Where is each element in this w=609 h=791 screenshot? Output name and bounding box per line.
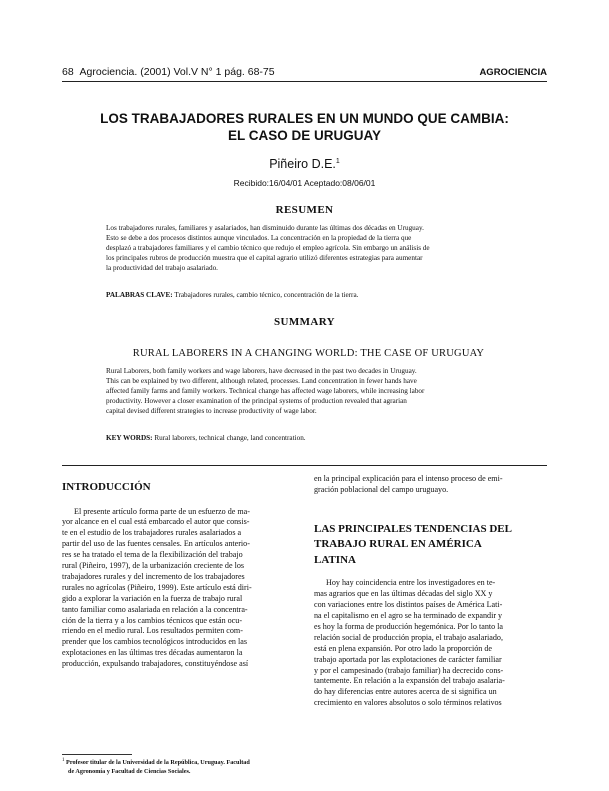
left-column (62, 480, 298, 670)
tendencias-heading-line: LAS PRINCIPALES TENDENCIAS DEL (314, 522, 512, 535)
resumen-body (106, 224, 511, 274)
header-citation (62, 66, 275, 78)
author-line (62, 157, 547, 171)
key-words-label: KEY WORDS: (106, 434, 153, 442)
tendencias-line: con variaciones entre los distintos países de América Lati- (314, 600, 503, 610)
summary-line: This can be explained by two different, although related, processes. Land concentration in fewer hands have (106, 376, 417, 385)
tendencias-heading-line: LATINA (314, 553, 356, 566)
footnote-mark: 1 (62, 758, 65, 763)
tendencias-heading-line: TRABAJO RURAL EN AMÉRICA (314, 538, 482, 551)
article-title (62, 110, 547, 144)
summary-line: affected family farms and family workers. Technical change has affected wage laborers, while increasing labor (106, 386, 425, 395)
intro-cont-line: gración poblacional del campo uruguayo. (314, 484, 449, 494)
resumen-line: los principales rubros de producción muestra que el capital agrario utilizó diferentes estrategias para aumentar (106, 253, 423, 262)
tendencias-heading (314, 522, 547, 569)
intro-line: ción de la tierra y a los cambios técnicos que están ocu- (62, 615, 243, 625)
citation: Agrociencia. (2001) Vol.V N° 1 pág. 68-75 (79, 66, 275, 78)
intro-line: trabajadores rurales y del incremento de los trabajadores (62, 571, 245, 581)
header-rule (62, 81, 547, 82)
author-name: Piñeiro D.E. (269, 157, 336, 171)
resumen-line: Los trabajadores rurales, familiares y asalariados, han disminuido durante las últimas dos décadas en Uruguay. (106, 224, 424, 232)
resumen-line: Esto se debe a dos procesos distintos aunque vinculados. La concentración en la propiedad de la tierra que (106, 233, 412, 242)
footnote-line-2 (62, 768, 302, 777)
palabras-clave-label: PALABRAS CLAVE: (106, 291, 173, 299)
resumen-line: desplazó a trabajadores familiares y el cambio técnico que redujo el empleo agrícola. Sin embargo un análisis de (106, 243, 430, 252)
summary-line: capital devised different strategies to increase productivity of wage labor. (106, 406, 317, 415)
received-accepted: Recibido:16/04/01 Aceptado:08/06/01 (233, 178, 376, 188)
tendencias-line: es hoy la forma de producción hegemónica. Por lo tanto la (314, 621, 504, 631)
tendencias-line: está en plena expansión. Por otro lado la proporción de (314, 643, 493, 653)
title-line-2: EL CASO DE URUGUAY (227, 128, 382, 143)
summary-title: RURAL LABORERS IN A CHANGING WORLD: THE CASE OF URUGUAY (132, 348, 485, 359)
intro-line: yor alcance en el cual está embarcado el autor que consis- (62, 517, 250, 527)
intro-line: res se ha tratado el tema de la flexibilización del trabajo (62, 550, 243, 560)
intro-line: El presente artículo forma parte de un esfuerzo de ma- (74, 506, 250, 516)
tendencias-line: y por el campesinado (trabajo familiar) ha decrecido cons- (314, 665, 504, 675)
intro-line: te en el estudio de los trabajadores rurales asalariados a (62, 528, 242, 538)
title-line-1: LOS TRABAJADORES RURALES EN UN MUNDO QUE CAMBIA: (100, 111, 509, 126)
key-words (106, 434, 511, 442)
intro-line: rriendo en el medio rural. Los resultados permiten com- (62, 626, 243, 636)
key-words-text: Rural laborers, technical change, land concentration. (152, 434, 306, 442)
intro-line: gido a explorar la variación en la fuerza de trabajo rural (62, 593, 243, 603)
palabras-clave (106, 291, 511, 299)
intro-cont-line: en la principal explicación para el intenso proceso de emi- (314, 474, 503, 483)
section-divider (62, 465, 547, 466)
tendencias-line: tantemente. En relación a la expansión del trabajo asalaria- (314, 676, 505, 686)
intro-line: tanto familiar como asalariada en relación a la concentra- (62, 604, 248, 614)
right-column (314, 474, 547, 709)
intro-line: partir del uso de las fuentes censales. En artículos anterio- (62, 539, 250, 549)
resumen-line: la productividad del trabajo asalariado. (106, 263, 218, 272)
running-header (62, 66, 547, 80)
summary-body (106, 367, 511, 417)
intro-line: rural (Piñeiro, 1997), de la urbanización creciente de los (62, 561, 245, 571)
footnote-text-2: de Agronomía y Facultad de Ciencias Sociales. (68, 767, 191, 775)
summary-heading: SUMMARY (273, 316, 336, 328)
tendencias-line: mas agrarios que en las últimas décadas del siglo XX y (314, 589, 493, 599)
intro-line: prender que los cambios tecnológicos introducidos en las (62, 637, 247, 647)
summary-line: Rural Laborers, both family workers and wage laborers, have decreased in the past two decades in Uruguay. (106, 367, 417, 375)
footnote-rule (62, 754, 132, 755)
footnote-text-1: Profesor titular de la Universidad de la República, Uruguay. Facultad (64, 759, 250, 767)
intro-line: explotaciones en las últimas tres décadas aumentaron la (62, 648, 243, 658)
page-number: 68 (62, 66, 74, 78)
intro-line: producción, expulsando trabajadores, constituyéndose así (62, 659, 249, 669)
journal-name: AGROCIENCIA (479, 67, 547, 78)
tendencias-line: crecimiento en valores absolutos o solo términos relativos (314, 698, 502, 708)
tendencias-line: Hoy hay coincidencia entre los investigadores en te- (326, 578, 496, 588)
tendencias-line: relación social de producción propia, el trabajo asalariado, (314, 632, 503, 642)
tendencias-line: na el capitalismo en el agro se ha terminado de expandir y (314, 611, 503, 621)
author-footnote-mark: 1 (335, 157, 340, 165)
footnote-line-1 (62, 757, 302, 768)
tendencias-line: trabajo aportada por las explotaciones de carácter familiar (314, 654, 502, 664)
footnote (62, 757, 302, 777)
intro-line: rurales no agrícolas (Piñeiro, 1999). Este artículo está diri- (62, 582, 252, 592)
summary-line: productivity. However a closer examination of the principal systems of production revealed that agrarian (106, 396, 407, 405)
palabras-clave-text: Trabajadores rurales, cambio técnico, concentración de la tierra. (172, 291, 359, 299)
tendencias-line: do hay diferencias entre autores acerca de si significa un (314, 687, 497, 697)
resumen-heading: RESUMEN (275, 204, 334, 216)
introduccion-heading: INTRODUCCIÓN (62, 481, 151, 493)
